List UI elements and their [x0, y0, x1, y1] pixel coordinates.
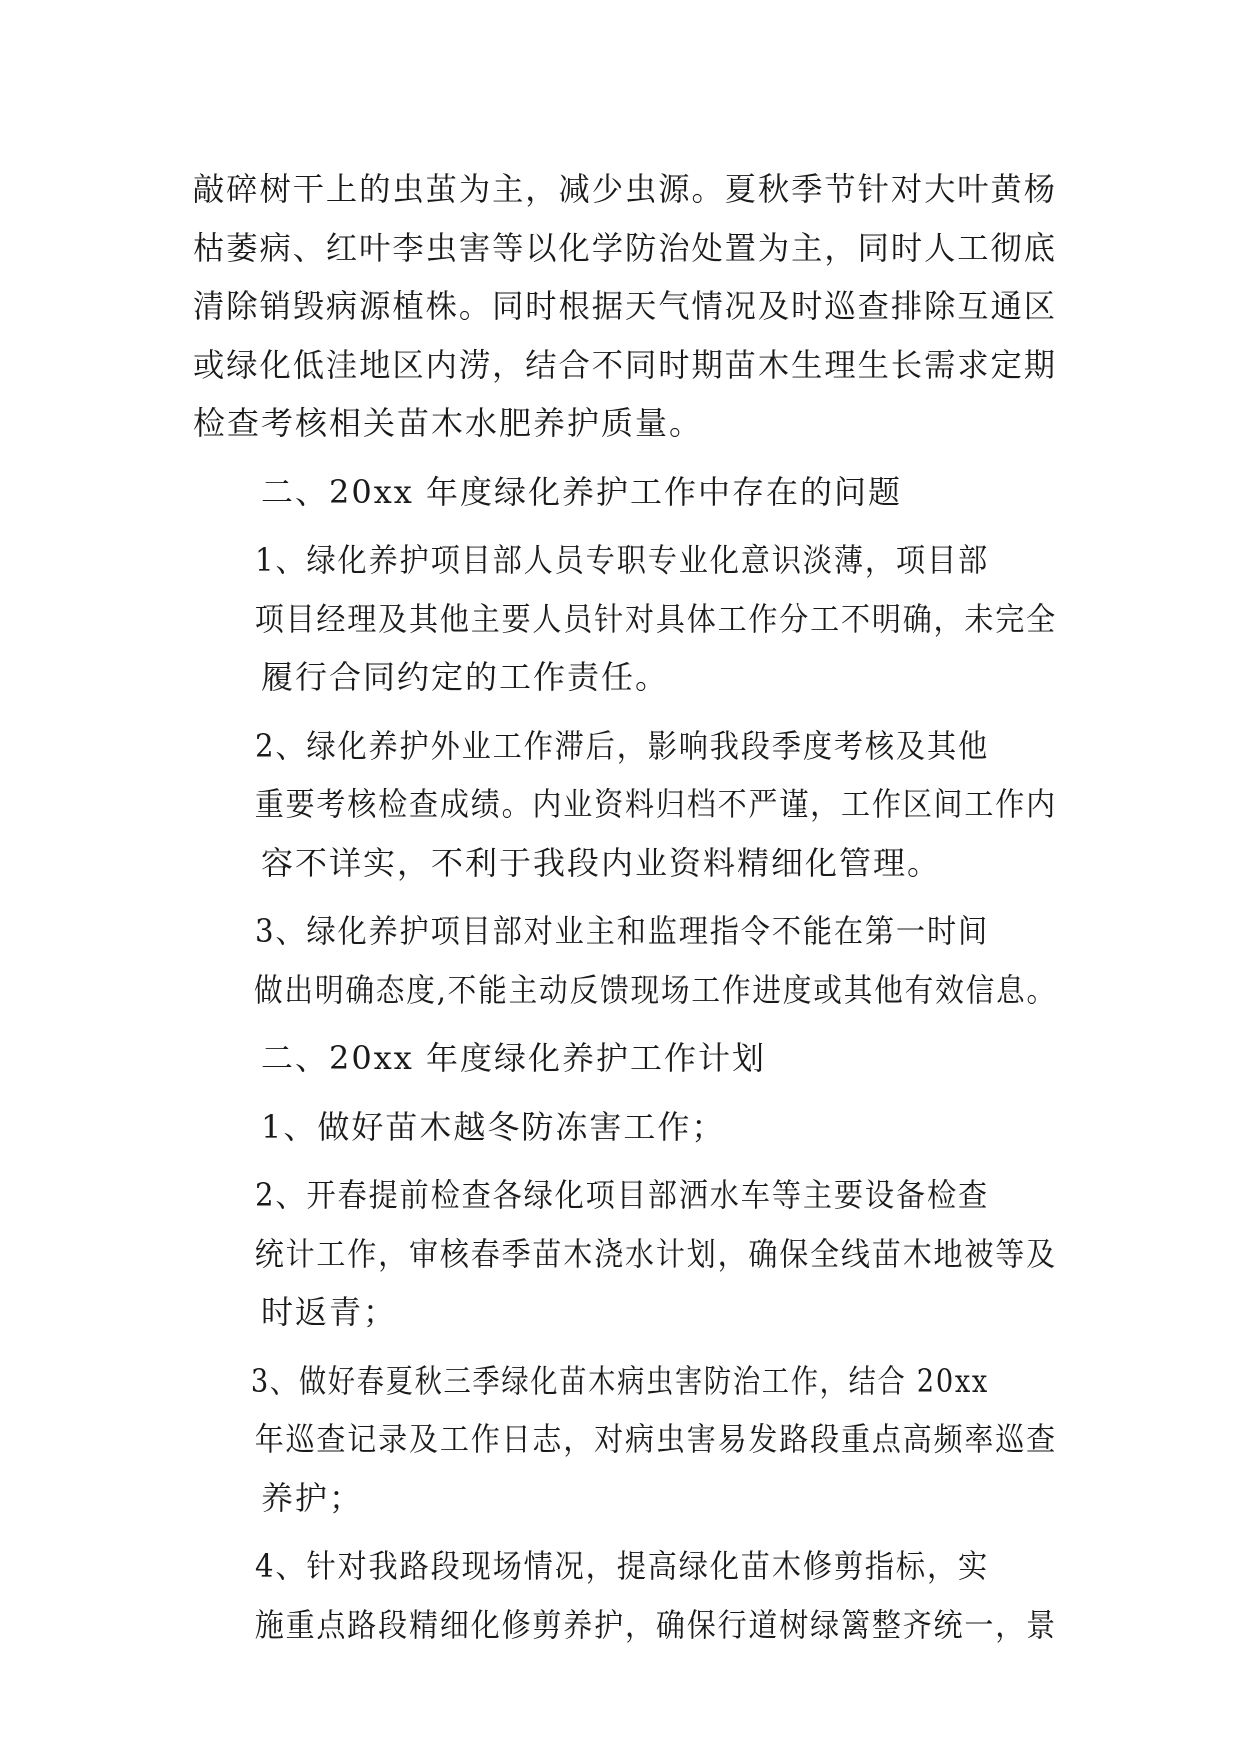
text-line: 年巡查记录及工作日志，对病虫害易发路段重点高频率巡查 [254, 1420, 1058, 1458]
text-line: 统计工作，审核春季苗木浇水计划，确保全线苗木地被等及 [254, 1234, 1058, 1273]
text-line: 清除销毁病源植株。同时根据天气情况及时巡查排除互通区 [193, 287, 1057, 325]
text-line: 3、绿化养护项目部对业主和监理指令不能在第一时间 [255, 912, 990, 950]
paragraph [193, 717, 1057, 893]
text-line: 检查考核相关苗木水肥养护质量。 [193, 404, 704, 442]
text-line: 重要考核检查成绩。内业资料归档不严谨，工作区间工作内 [254, 785, 1058, 823]
text-line: 或绿化低洼地区内涝，结合不同时期苗木生理生长需求定期 [193, 345, 1057, 384]
text-line: 1、做好苗木越冬防冻害工作； [261, 1107, 726, 1146]
paragraph [193, 1166, 1057, 1342]
paragraph [193, 902, 1057, 1019]
text-line: 养护； [261, 1478, 364, 1517]
text-line: 项目经理及其他主要人员针对具体工作分工不明确，未完全 [254, 599, 1058, 638]
text-line: 4、针对我路段现场情况，提高绿化苗木修剪指标，实 [255, 1547, 990, 1585]
paragraph [193, 1029, 1057, 1088]
paragraph [193, 1098, 1057, 1157]
text-line: 2、开春提前检查各绿化项目部洒水车等主要设备检查 [255, 1176, 990, 1214]
paragraph [193, 531, 1057, 707]
text-line: 做出明确态度,不能主动反馈现场工作进度或其他有效信息。 [253, 970, 1057, 1009]
text-line: 枯萎病、红叶李虫害等以化学防治处置为主，同时人工彻底 [193, 228, 1057, 267]
paragraph [193, 160, 1057, 453]
text-line: 二、20xx 年度绿化养护工作中存在的问题 [261, 472, 902, 511]
text-line: 履行合同约定的工作责任。 [261, 658, 670, 696]
text-line: 3、做好春夏秋三季绿化苗木病虫害防治工作，结合 20xx [250, 1361, 990, 1400]
text-line: 二、20xx 年度绿化养护工作计划 [261, 1039, 766, 1077]
text-line: 1、绿化养护项目部人员专职专业化意识淡薄，项目部 [255, 541, 990, 579]
document-body [193, 160, 1057, 1654]
paragraph [193, 463, 1057, 522]
paragraph [193, 1537, 1057, 1654]
text-line: 施重点路段精细化修剪养护，确保行道树绿篱整齐统一，景 [254, 1605, 1058, 1644]
paragraph [193, 1352, 1057, 1528]
text-line: 容不详实，不利于我段内业资料精细化管理。 [261, 843, 942, 882]
text-line: 时返青； [261, 1293, 398, 1331]
text-line: 敲碎树干上的虫茧为主，减少虫源。夏秋季节针对大叶黄杨 [193, 170, 1057, 208]
text-line: 2、绿化养护外业工作滞后，影响我段季度考核及其他 [255, 726, 990, 765]
